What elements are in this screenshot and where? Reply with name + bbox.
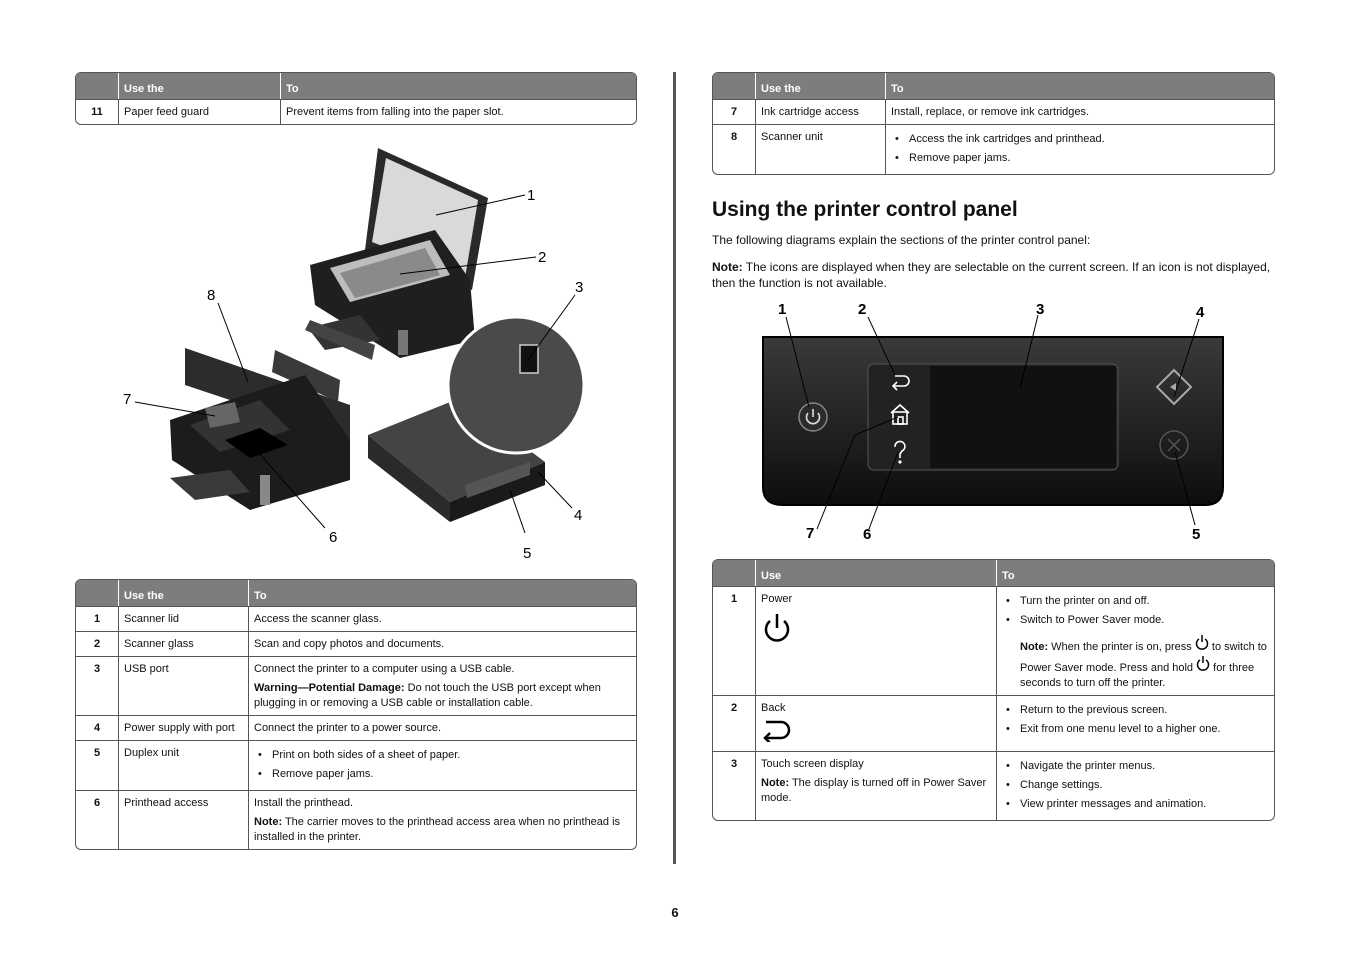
col-header-to: To — [885, 73, 1274, 99]
callout-6: 6 — [329, 529, 338, 546]
list-item: • Change settings. — [1006, 778, 1269, 793]
row-use: USB port — [118, 656, 248, 715]
col-header-num — [76, 73, 118, 99]
row-use: Power supply with port — [118, 715, 248, 740]
panel-callout-5: 5 — [1192, 526, 1201, 543]
table-row — [76, 99, 636, 124]
list-item: • Exit from one menu level to a higher one. — [1006, 722, 1269, 737]
col-header-use: Use the — [755, 73, 885, 99]
callout-2: 2 — [538, 249, 547, 266]
row-use: Scanner glass — [118, 631, 248, 656]
row-use: Paper feed guard — [118, 99, 280, 124]
row-to: Prevent items from falling into the paper slot. — [280, 99, 636, 124]
row-to — [248, 656, 636, 715]
row-to — [248, 790, 636, 849]
column-divider — [673, 72, 676, 864]
control-panel-table — [712, 559, 1275, 821]
row-number: 2 — [713, 695, 755, 751]
col-header-use: Use the — [118, 73, 280, 99]
row-to: Install, replace, or remove ink cartridges. — [885, 99, 1274, 124]
power-icon — [761, 611, 793, 647]
note-label: Note: — [254, 816, 283, 828]
list-item: • Access the ink cartridges and printhead. — [895, 132, 1269, 147]
row-number: 3 — [713, 751, 755, 820]
note-text: The carrier moves to the printhead access area when no printhead is installed in the printer. — [254, 816, 621, 843]
table-row — [76, 790, 636, 849]
panel-callout-2: 2 — [858, 301, 867, 318]
list-item: • View printer messages and animation. — [1006, 797, 1269, 812]
list-item: • Return to the previous screen. — [1006, 703, 1269, 718]
list-item: • Navigate the printer menus. — [1006, 759, 1269, 774]
table-row — [713, 751, 1274, 820]
right-top-table — [712, 72, 1275, 175]
row-number: 4 — [76, 715, 118, 740]
row-to-text: Connect the printer to a computer using a USB cable. — [254, 663, 515, 675]
note — [761, 776, 991, 806]
power-icon — [1196, 655, 1210, 671]
callout-8: 8 — [207, 287, 216, 304]
row-number: 6 — [76, 790, 118, 849]
row-number: 11 — [76, 99, 118, 124]
power-button[interactable] — [799, 403, 827, 431]
callout-4: 4 — [574, 507, 583, 524]
col-header-num — [713, 73, 755, 99]
row-number: 8 — [713, 124, 755, 174]
bullet-list — [1002, 703, 1269, 737]
note-text: to switch to Power Saver mode. Press and hold — [1020, 641, 1267, 674]
note-paragraph — [712, 259, 1282, 291]
warning-note — [254, 681, 631, 711]
back-arrow-icon — [761, 718, 793, 742]
panel-callout-3: 3 — [1036, 301, 1045, 318]
col-header-num — [713, 560, 755, 586]
col-header-num — [76, 580, 118, 606]
note-text: The display is turned off in Power Saver mode. — [761, 777, 987, 804]
bullet-list — [1002, 759, 1269, 812]
callout-3: 3 — [575, 279, 584, 296]
note-text: for three seconds to turn off the printer. — [1020, 662, 1255, 689]
row-number: 1 — [713, 586, 755, 695]
col-header-to: To — [996, 560, 1274, 586]
panel-callout-1: 1 — [778, 301, 787, 318]
row-number: 1 — [76, 606, 118, 631]
col-header-to: To — [280, 73, 636, 99]
table-row — [713, 586, 1274, 695]
callout-5: 5 — [523, 545, 532, 562]
panel-callout-7: 7 — [806, 525, 815, 542]
row-use-text: Back — [761, 702, 786, 714]
list-item: • Turn the printer on and off. — [1006, 594, 1269, 609]
page-number: 6 — [671, 905, 679, 920]
row-number: 7 — [713, 99, 755, 124]
usb-port-zoom-bubble — [448, 317, 584, 453]
left-top-table — [75, 72, 637, 125]
row-to: Connect the printer to a power source. — [248, 715, 636, 740]
col-header-to: To — [248, 580, 636, 606]
panel-callout-6: 6 — [863, 526, 872, 543]
list-item: • Print on both sides of a sheet of paper. — [258, 748, 631, 763]
list-item: • Switch to Power Saver mode. — [1006, 613, 1269, 628]
bullet-list — [254, 748, 631, 782]
row-to-text: Install the printhead. — [254, 797, 354, 809]
row-to — [996, 751, 1274, 820]
row-use-text: Power — [761, 593, 793, 605]
table-row — [76, 631, 636, 656]
table-row — [76, 740, 636, 790]
note-label: Note: — [761, 777, 790, 789]
row-use — [755, 751, 996, 820]
bullet-list — [1002, 594, 1269, 628]
table-row — [76, 606, 636, 631]
row-use: Ink cartridge access — [755, 99, 885, 124]
row-to — [248, 740, 636, 790]
row-use: Printhead access — [118, 790, 248, 849]
note-label: Note: — [712, 260, 743, 274]
row-use: Scanner unit — [755, 124, 885, 174]
power-icon — [1195, 634, 1209, 650]
table-row — [713, 124, 1274, 174]
table-row — [713, 99, 1274, 124]
callout-7: 7 — [123, 391, 132, 408]
printer-illustration — [110, 140, 610, 570]
intro-text: The following diagrams explain the sections of the printer control panel: — [712, 233, 1091, 247]
list-item: • Remove paper jams. — [895, 151, 1269, 166]
row-number: 3 — [76, 656, 118, 715]
row-to: Scan and copy photos and documents. — [248, 631, 636, 656]
printer-open-view — [170, 348, 350, 510]
printer-top-view — [305, 148, 488, 360]
row-use: Duplex unit — [118, 740, 248, 790]
left-parts-table — [75, 579, 637, 850]
list-item: • Remove paper jams. — [258, 767, 631, 782]
panel-callout-4: 4 — [1196, 304, 1205, 321]
table-row — [713, 695, 1274, 751]
note-text: When the printer is on, press — [1048, 641, 1195, 653]
col-header-use: Use the — [118, 580, 248, 606]
row-number: 5 — [76, 740, 118, 790]
row-to: Access the scanner glass. — [248, 606, 636, 631]
row-use: Scanner lid — [118, 606, 248, 631]
table-row — [76, 715, 636, 740]
warning-label: Warning—Potential Damage: — [254, 682, 405, 694]
row-number: 2 — [76, 631, 118, 656]
row-to — [996, 586, 1274, 695]
callout-1: 1 — [527, 187, 536, 204]
row-to — [885, 124, 1274, 174]
table-row — [76, 656, 636, 715]
note — [254, 815, 631, 845]
section-heading: Using the printer control panel — [712, 198, 1018, 221]
col-header-use: Use — [755, 560, 996, 586]
control-panel-diagram — [755, 297, 1235, 547]
warning-text: Do not touch the USB port except when plugging in or removing a USB cable or installation cable. — [254, 682, 601, 709]
row-use — [755, 695, 996, 751]
note-text: The icons are displayed when they are selectable on the current screen. If an icon is not displayed, then the function is not available. — [712, 260, 1271, 290]
row-use-text: Touch screen display — [761, 758, 864, 770]
bullet-list — [891, 132, 1269, 166]
row-to — [996, 695, 1274, 751]
note-label: Note: — [1020, 641, 1049, 653]
row-use — [755, 586, 996, 695]
note — [1002, 634, 1269, 691]
